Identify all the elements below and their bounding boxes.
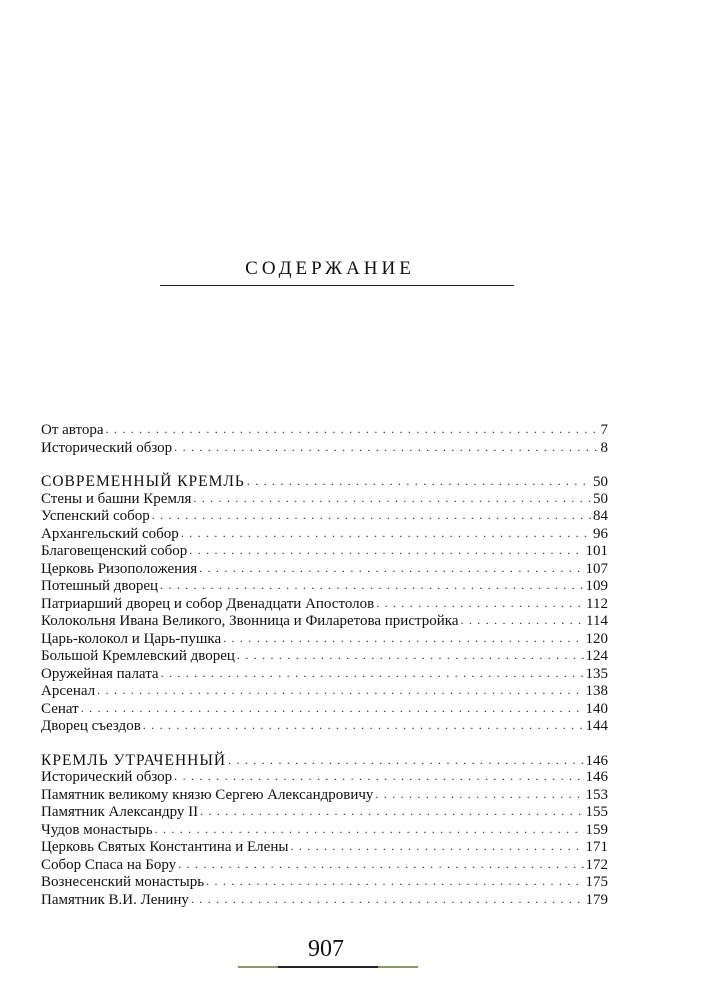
toc-entry-page: 114 [586,613,608,629]
toc-entry [41,631,608,649]
toc-entry-page: 179 [585,891,608,908]
toc-entry-page: 135 [585,665,608,682]
dot-leader [152,507,591,525]
toc-entry-title: Оружейная палата [41,665,159,682]
toc-section [41,473,608,736]
dot-leader [181,525,591,543]
page-number-ornament [238,964,418,970]
toc-entry [41,508,608,526]
toc-entry [41,440,608,458]
dot-leader [200,803,583,821]
dot-leader [237,647,584,665]
toc-entry-page: 175 [585,874,608,890]
toc-entry [41,839,608,857]
heading-underline [160,285,514,286]
toc-entry-page: 96 [593,525,608,542]
table-of-contents [41,422,608,909]
toc-entry-page: 112 [586,595,608,612]
toc-entry-title: КРЕМЛЬ УТРАЧЕННЫЙ [41,751,227,769]
toc-entry [41,804,608,822]
dot-leader [106,421,599,439]
toc-entry-title: Царь-колокол и Царь-пушка [41,630,222,647]
toc-entry-page: 171 [585,839,608,855]
dot-leader [206,873,583,891]
toc-entry [41,683,608,701]
toc-entry [41,422,608,440]
toc-entry-page: 84 [593,508,608,524]
toc-part-heading [41,752,608,770]
toc-entry-title: Церковь Ризоположения [41,560,198,577]
dot-leader [81,700,584,718]
toc-entry-page: 50 [593,490,608,507]
dot-leader [178,856,583,874]
dot-leader [161,665,584,683]
toc-entry-title: Стены и башни Кремля [41,490,192,507]
toc-entry-page: 172 [585,856,608,873]
toc-entry-title: Памятник В.И. Ленину [41,891,189,908]
toc-entry-title: Патриарший дворец и собор Двенадцати Апостолов [41,595,375,612]
toc-part-heading [41,473,608,491]
toc-entry-title: Чудов монастырь [41,821,153,838]
toc-entry-page: 153 [585,786,608,803]
toc-entry-title: Церковь Святых Константина и Елены [41,839,289,855]
toc-entry-page: 138 [585,683,608,699]
toc-entry [41,874,608,892]
toc-entry [41,578,608,596]
dot-leader [174,439,598,457]
toc-entry [41,648,608,666]
toc-entry-title: Вознесенский монастырь [41,874,205,890]
toc-entry [41,561,608,579]
dot-leader [143,717,584,735]
toc-entry-page: 155 [585,804,608,820]
toc-entry-title: Архангельский собор [41,525,179,542]
toc-entry-title: СОВРЕМЕННЫЙ КРЕМЛЬ [41,473,245,490]
toc-entry-title: Арсенал [41,683,96,699]
toc-entry-page: 109 [585,578,608,594]
toc-entry [41,701,608,719]
toc-entry-title: От автора [41,422,104,438]
toc-entry-page: 159 [585,821,608,838]
toc-entry-page: 140 [585,700,608,717]
toc-entry [41,526,608,544]
page-number: 907 [308,936,344,962]
toc-entry-title: Благовещенский собор [41,543,188,559]
dot-leader [460,612,584,630]
toc-entry [41,769,608,787]
toc-entry-page: 124 [585,648,608,664]
toc-entry-title: Исторический обзор [41,769,173,785]
toc-entry-title: Памятник великому князю Сергею Александровичу [41,786,374,803]
dot-leader [189,542,583,560]
toc-entry-page: 8 [600,439,608,456]
toc-entry-title: Собор Спаса на Бору [41,856,177,873]
dot-leader [247,473,591,491]
toc-entry [41,787,608,805]
dot-leader [191,891,584,909]
toc-section [41,422,608,457]
toc-entry [41,666,608,684]
toc-entry-title: Успенский собор [41,508,150,524]
toc-entry-title: Сенат [41,700,79,717]
toc-entry [41,596,608,614]
toc-entry-page: 50 [593,474,608,490]
dot-leader [375,786,583,804]
toc-entry-title: Колокольня Ивана Великого, Звонница и Филаретова пристройка [41,613,459,629]
toc-entry [41,892,608,910]
toc-entry-page: 101 [585,543,608,559]
toc-entry-page: 120 [585,630,608,647]
toc-entry-page: 107 [585,560,608,577]
dot-leader [228,752,583,770]
toc-entry [41,543,608,561]
toc-entry-title: Памятник Александру II [41,804,199,820]
toc-entry-page: 146 [585,769,608,785]
dot-leader [290,838,583,856]
dot-leader [160,577,583,595]
toc-entry-page: 144 [585,718,608,734]
toc-entry [41,718,608,736]
toc-entry-title: Потешный дворец [41,578,159,594]
dot-leader [376,595,584,613]
dot-leader [199,560,583,578]
dot-leader [155,821,584,839]
dot-leader [193,490,591,508]
toc-entry-page: 146 [585,752,608,769]
dot-leader [223,630,583,648]
toc-entry [41,822,608,840]
dot-leader [97,682,583,700]
toc-entry [41,491,608,509]
dot-leader [174,768,583,786]
toc-entry-title: Исторический обзор [41,439,173,456]
toc-entry-title: Большой Кремлевский дворец [41,648,235,664]
contents-heading: СОДЕРЖАНИЕ [245,258,415,279]
toc-entry-title: Дворец съездов [41,718,141,734]
toc-entry [41,613,608,631]
toc-section [41,752,608,910]
toc-entry-page: 7 [600,422,608,438]
toc-entry [41,857,608,875]
